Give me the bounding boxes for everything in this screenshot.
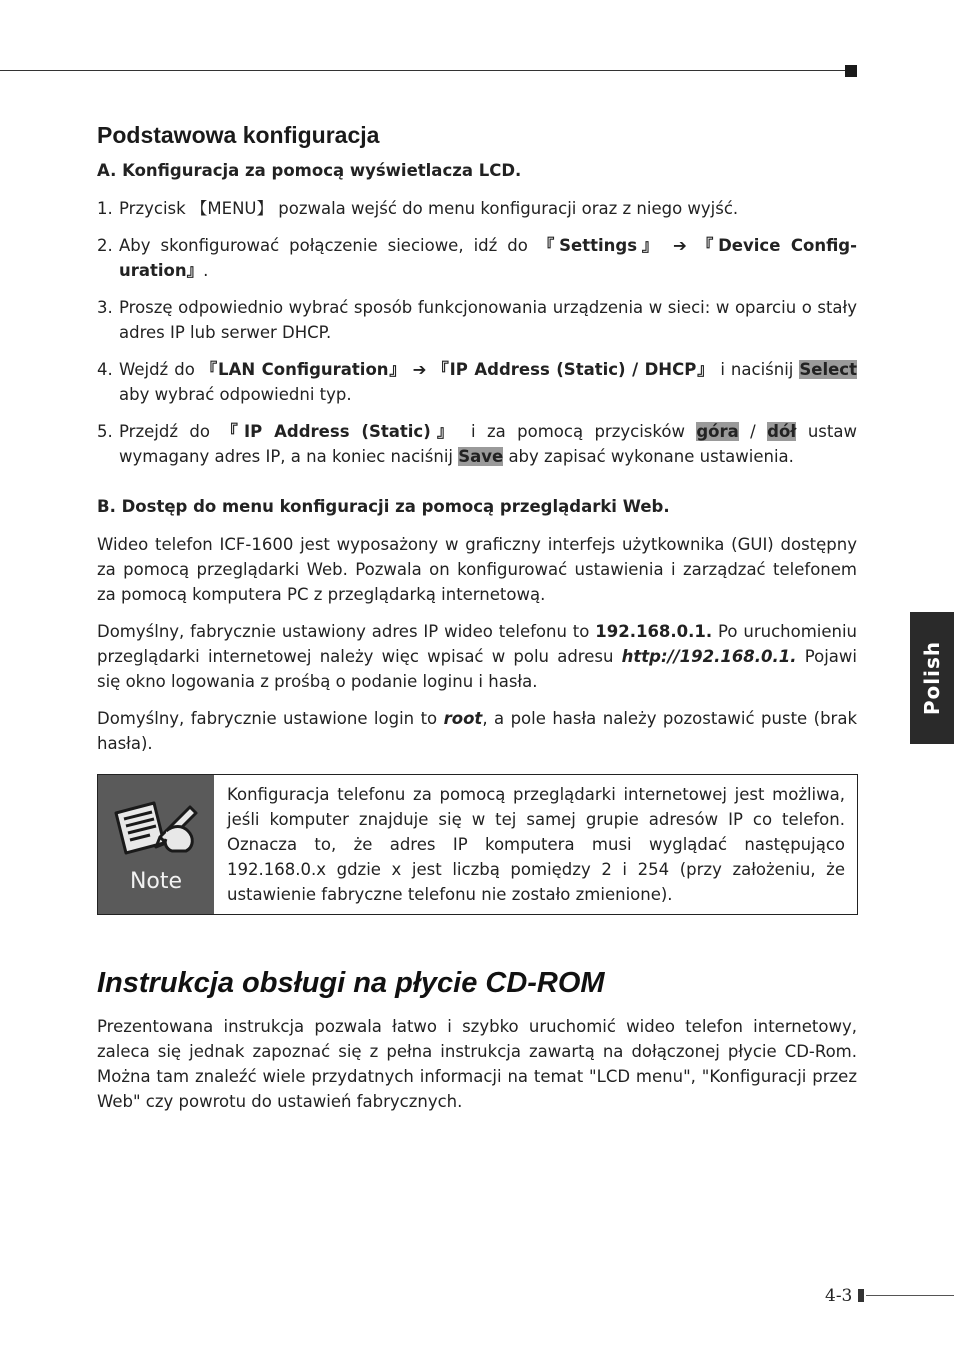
menu-path-settings: 『Settings』 <box>537 236 664 255</box>
section-title: Podstawowa konfiguracja <box>97 122 380 148</box>
list-item <box>97 295 857 345</box>
paragraph-gui: Wideo telefon ICF-1600 jest wyposażony w graficzny interfejs użytkownika (GUI) dostępny za pomocą przeglądarki Web. Pozwala on konfigurować ustawienia i zarządzać telefonem za pomocą komputera PC z przeglądarką internetową. <box>97 535 857 604</box>
step-number: 5. <box>97 422 113 441</box>
subsection-a-heading: A. Konfiguracja za pomocą wyświetlacza LCD. <box>97 161 522 180</box>
list-item <box>97 357 857 407</box>
note-writing-hand-icon <box>110 795 202 867</box>
step-number: 1. <box>97 199 113 218</box>
note-box <box>97 774 858 915</box>
save-key-label: Save <box>458 447 504 466</box>
menu-path-ip-static: 『IP Address (Static)』 <box>221 422 460 441</box>
note-label: Note <box>129 869 183 894</box>
arrow-right-icon: ➔ <box>663 236 697 255</box>
steps-list <box>97 196 857 469</box>
header-square-marker <box>845 65 857 77</box>
para-text: Po uruchomieniu przeglądarki internetowej należy więc wpisać w polu adresu <box>97 622 857 666</box>
menu-path-lan-config: 『LAN Configuration』 <box>200 360 407 379</box>
step-text: / <box>738 422 768 441</box>
default-login: root <box>443 709 483 728</box>
note-badge <box>98 775 214 914</box>
down-key-label: dół <box>767 422 797 441</box>
arrow-right-icon: ➔ <box>406 360 433 379</box>
subsection-b-heading: B. Dostęp do menu konfiguracji za pomocą przeglądarki Web. <box>97 497 670 516</box>
header-rule <box>0 70 846 71</box>
cd-rom-title: Instrukcja obsługi na płycie CD-ROM <box>97 967 605 999</box>
step-number: 3. <box>97 298 113 317</box>
step-text: Proszę odpowiednio wybrać sposób funkcjonowania urządzenia w sieci: w oparciu o stały adres IP lub serwer DHCP. <box>119 298 857 342</box>
step-text: . <box>203 261 209 280</box>
page-number: 4-3 <box>825 1286 853 1306</box>
up-key-label: góra <box>696 422 739 441</box>
step-text: Przejdź do <box>119 422 222 441</box>
step-text: ustaw wymagany adres IP, a na koniec naciśnij <box>119 422 857 466</box>
language-side-tab <box>910 612 954 744</box>
step-number: 4. <box>97 360 113 379</box>
para-text: Domyślny, fabrycznie ustawione login to <box>97 709 444 728</box>
para-text: , a pole hasła należy pozostawić puste (brak hasła). <box>97 709 858 753</box>
list-item <box>97 196 857 221</box>
para-text: Pojawi się okno logowania z prośbą o podanie loginu i hasła. <box>97 647 857 691</box>
paragraph-login <box>97 706 857 756</box>
list-item <box>97 233 857 283</box>
step-text: Aby skonfigurować połączenie sieciowe, idź do <box>119 236 538 255</box>
step-text: Przycisk <box>119 199 191 218</box>
default-ip-address: 192.168.0.1. <box>595 622 713 641</box>
language-tab-label: Polish <box>920 640 945 716</box>
step-number: 2. <box>97 236 113 255</box>
page-content <box>97 122 857 1126</box>
para-text: Domyślny, fabrycznie ustawiony adres IP wideo telefonu to <box>97 622 596 641</box>
select-key-label: Select <box>799 360 857 379</box>
footer-rule <box>866 1295 954 1296</box>
menu-path-ip-address: 『IP Address (Static) / DHCP』 <box>432 360 715 379</box>
step-text: i za pomocą przycisków <box>459 422 697 441</box>
step-text: Wejdź do <box>119 360 201 379</box>
step-text: aby zapisać wykonane ustawienia. <box>503 447 794 466</box>
menu-key-label: 【MENU】 <box>190 199 274 218</box>
note-text: Konfiguracja telefonu za pomocą przeglądarki internetowej jest możliwa, jeśli komputer znajduje się w tej samej grupie adresów IP co telefon. Oznacza to, że adres IP komputera musi wyglądać następująco 192.168.0.x gdzie x jest liczbą pomiędzy 2 i 254 (przy założeniu, że ustawienie fabryczne telefonu nie zostało zmienione). <box>227 785 845 904</box>
menu-path-device-config: 『Device Config-uration』 <box>119 236 857 280</box>
step-text: aby wybrać odpowiedni typ. <box>119 385 352 404</box>
footer-marker <box>858 1289 864 1302</box>
list-item <box>97 419 857 469</box>
step-text: i naciśnij <box>714 360 800 379</box>
step-text: pozwala wejść do menu konfiguracji oraz z niego wyjść. <box>273 199 739 218</box>
paragraph-default-ip <box>97 619 857 694</box>
paragraph-cd-rom: Prezentowana instrukcja pozwala łatwo i szybko uruchomić wideo telefon internetowy, zaleca się jednak zapoznać się z pełna instrukcja zawartą na dołączonej płycie CD-Rom. Można tam znaleźć wiele przydatnych informacji na temat "LCD menu", "Konfiguracji przez Web" czy powrotu do ustawień fabrycznych. <box>97 1017 857 1111</box>
default-url: http://192.168.0.1. <box>621 647 797 666</box>
